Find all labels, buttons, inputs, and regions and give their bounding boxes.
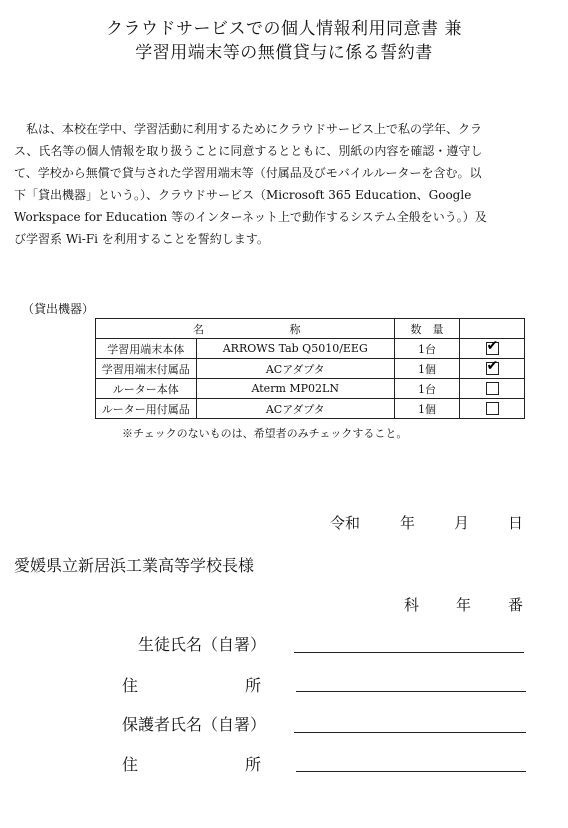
body-line-1: 私は、本校在学中、学習活動に利用するためにクラウドサービス上で私の学年、クラ <box>14 122 483 136</box>
guardian-address-label-a: 住 <box>122 755 139 774</box>
body-line-3: て、学校から無償で貸与された学習用端末等（付属品及びモバイルルーターを含む。以 <box>14 166 482 180</box>
guardian-address-field[interactable] <box>296 771 526 772</box>
table-row <box>96 379 525 399</box>
row-item: ACアダプタ <box>196 359 395 379</box>
table-header-row <box>96 319 525 339</box>
row-item: Aterm MP02LN <box>196 379 395 399</box>
checkbox-checked-icon[interactable] <box>486 362 499 375</box>
table-row <box>96 359 525 379</box>
row-check[interactable] <box>460 379 525 399</box>
student-name-field[interactable] <box>294 652 524 653</box>
checkbox-empty-icon[interactable] <box>486 382 499 395</box>
row-category: 学習用端末本体 <box>96 339 197 359</box>
table-row <box>96 339 525 359</box>
address-label-b: 所 <box>245 676 262 695</box>
document-title-line1: クラウドサービスでの個人情報利用同意書 兼 <box>106 19 462 39</box>
guardian-name-label: 保護者氏名（自署） <box>122 715 267 734</box>
checkbox-empty-icon[interactable] <box>486 402 499 415</box>
addressee: 愛媛県立新居浜工業高等学校長様 <box>14 556 255 575</box>
row-check[interactable] <box>460 339 525 359</box>
date-era: 令和 <box>330 514 361 532</box>
document-title-line2: 学習用端末等の無償貸与に係る誓約書 <box>135 43 433 63</box>
header-qty: 数 量 <box>395 319 460 339</box>
row-qty: 1台 <box>395 379 460 399</box>
equipment-table <box>95 318 525 419</box>
header-name-a: 名 <box>96 319 197 339</box>
student-name-label: 生徒氏名（自署） <box>138 635 267 654</box>
header-name-b: 称 <box>196 319 395 339</box>
student-address-field[interactable] <box>296 691 526 692</box>
row-category: ルーター用付属品 <box>96 399 197 419</box>
address-label-a: 住 <box>122 676 139 695</box>
guardian-name-field[interactable] <box>294 732 526 733</box>
row-qty: 1個 <box>395 399 460 419</box>
header-check <box>460 319 525 339</box>
date-year: 年 <box>400 514 416 532</box>
body-line-6: び学習系 Wi-Fi を利用することを誓約します。 <box>14 232 269 246</box>
row-item: ACアダプタ <box>196 399 395 419</box>
date-month: 月 <box>454 514 470 532</box>
row-category: ルーター本体 <box>96 379 197 399</box>
guardian-address-label-b: 所 <box>245 755 262 774</box>
equipment-label: （貸出機器） <box>22 302 95 316</box>
row-qty: 1個 <box>395 359 460 379</box>
row-check[interactable] <box>460 399 525 419</box>
class-grade: 年 <box>456 596 472 614</box>
body-line-5: Workspace for Education 等のインターネット上で動作するシステム全般をいう。）及 <box>14 210 487 224</box>
table-row <box>96 399 525 419</box>
class-dept: 科 <box>404 596 420 614</box>
checkbox-checked-icon[interactable] <box>486 342 499 355</box>
body-line-4: 下「貸出機器」という。）、クラウドサービス（Microsoft 365 Education、Google <box>14 188 472 202</box>
row-category: 学習用端末付属品 <box>96 359 197 379</box>
class-number: 番 <box>508 596 524 614</box>
row-check[interactable] <box>460 359 525 379</box>
body-line-2: ス、氏名等の個人情報を取り扱うことに同意するとともに、別紙の内容を確認・遵守し <box>14 144 483 158</box>
row-item: ARROWS Tab Q5010/EEG <box>196 339 395 359</box>
table-note: ※チェックのないものは、希望者のみチェックすること。 <box>122 427 408 440</box>
row-qty: 1台 <box>395 339 460 359</box>
date-day: 日 <box>508 514 524 532</box>
